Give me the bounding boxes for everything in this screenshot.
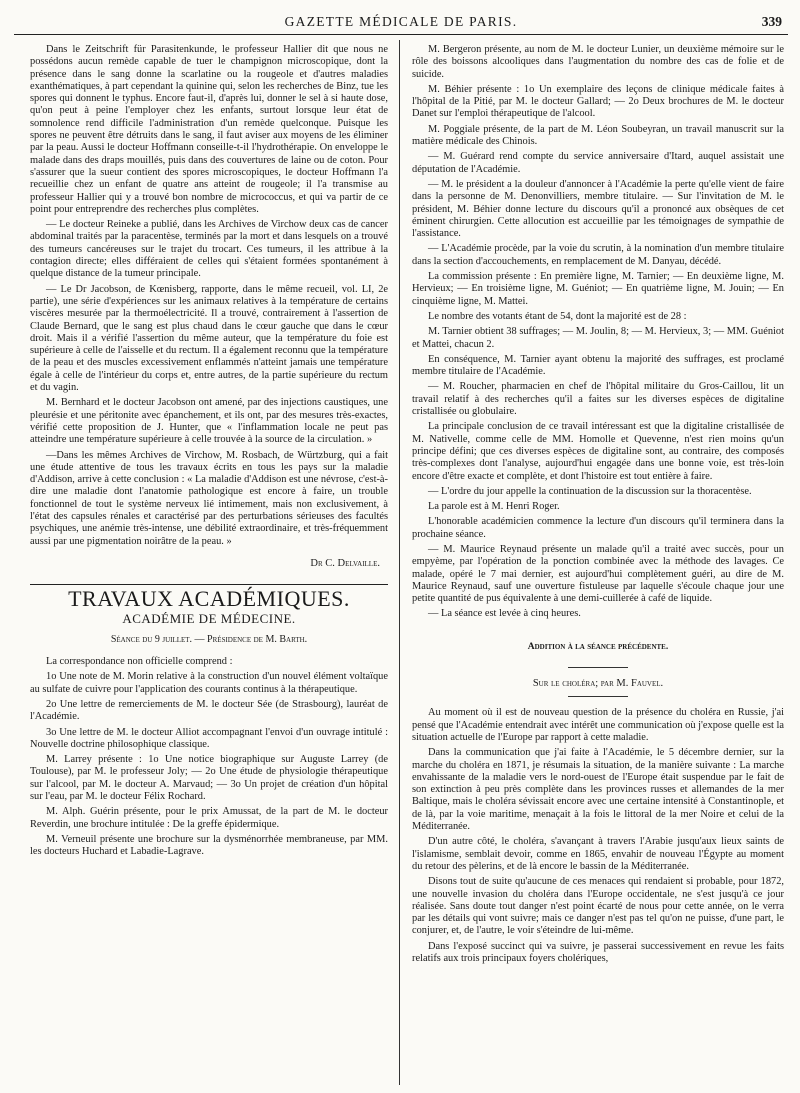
- right-column: [412, 44, 784, 968]
- paragraph: 3o Une lettre de M. le docteur Alliot accompagnant l'envoi d'un ouvrage intitulé : Nouvelle doctrine philosophique classique.: [30, 726, 388, 750]
- paragraph: L'honorable académicien commence la lecture d'un discours qu'il terminera dans la prochaine séance.: [412, 516, 784, 540]
- paragraph: M. Tarnier obtient 38 suffrages; — M. Joulin, 8; — M. Hervieux, 3; — MM. Guéniot et Mattei, chacun 2.: [412, 326, 784, 350]
- paragraph: Le nombre des votants étant de 54, dont la majorité est de 28 :: [428, 310, 687, 322]
- paragraph: — M. Guérard rend compte du service anniversaire d'Itard, auquel assistait une députation de l'Académie.: [412, 151, 784, 175]
- paragraph: 2o Une lettre de remerciements de M. le docteur Sée (de Strasbourg), lauréat de l'Académie.: [30, 698, 388, 723]
- short-rule: [568, 667, 628, 668]
- paragraph: M. Bergeron présente, au nom de M. le docteur Lunier, un deuxième mémoire sur le rôle des boissons alcooliques dans l'augmentation du nombre des cas de folie et de suicide.: [412, 44, 784, 80]
- paragraph: M. Poggiale présente, de la part de M. Léon Soubeyran, un travail manuscrit sur la matière médicale des Chinois.: [412, 123, 784, 148]
- paragraph: Dans l'exposé succinct qui va suivre, je passerai successivement en revue les faits relatifs aux trois principaux foyers cholériques,: [412, 940, 784, 964]
- section-rule: [30, 584, 388, 585]
- section-title: TRAVAUX ACADÉMIQUES.: [68, 586, 350, 612]
- paragraph: En conséquence, M. Tarnier ayant obtenu la majorité des suffrages, est proclamé membre titulaire de l'Académie.: [412, 353, 784, 378]
- article-title: Sur le choléra; par M. Fauvel.: [532, 678, 664, 690]
- paragraph: M. Verneuil présente une brochure sur la dysménorrhée membraneuse, par MM. les docteurs Huchard et Labadie-Lagrave.: [30, 833, 388, 858]
- paragraph: M. Béhier présente : 1o Un exemplaire des leçons de clinique médicale faites à l'hôpital de la Pitié, par M. le docteur Gallard; — 2o Deux brochures de M. le docteur Danet sur l'emploi thérapeutique de l'alcool.: [412, 83, 784, 120]
- paragraph: La parole est à M. Henri Roger.: [428, 501, 560, 513]
- short-rule: [568, 696, 628, 697]
- paragraph: — L'Académie procède, par la voie du scrutin, à la nomination d'un membre titulaire dans la section d'accouchements, en remplacement de M. Danyau, décédé.: [412, 243, 784, 267]
- paragraph: Disons tout de suite qu'aucune de ces menaces qui rendaient si probable, pour 1872, une nouvelle invasion du choléra dans l'Europe occidentale, ne s'est jusqu'à ce jour réalisée. Sans doute tout danger n'est point écarté de nous pour cette année, on le verra par les détails qui vont suivre; mais ce danger n'est pas tel qu'on ne puisse, d'une part, le conjurer, et, de l'autre, le voir s'éteindre de lui-même.: [412, 876, 784, 937]
- paragraph: Dans le Zeitschrift für Parasitenkunde, le professeur Hallier dit que nous ne possédons aucun remède capable de tuer le champignon microscopique, dont la présence dans le sang donne la scarlatine ou la rougeole et d'autres maladies exanthématiques, à part cependant la quinine qui, selon les recherches de Binz, tue les spores qui donnent le typhus. Encore faut-il, d'après lui, donner le sel à si haute dose, qu'on peut à peine l'employer chez les enfants, surtout lorsque leur état de somnolence rend difficile l'administration d'un remède quelconque. Puisque les spores ne peuvent être détruits dans le sang, il faut aviser aux moyens de les éliminer par la peau. Aussi le docteur Hoffmann conseille-t-il l'hydrothérapie. On enveloppe le malade dans des draps mouillés, puis dans des couvertures de laine ou de coton. Pour s'assurer que la sueur contient des spores microscopiques, le docteur Hoffmann l'a recueillie chez un enfant de quatre ans atteint de rougeole; il l'a transmise au professeur Hallier qui y a trouvé bon nombre de micrococcus, et qui va partir de ce point pour entreprendre des recherches plus complètes.: [30, 44, 388, 215]
- page-header: [14, 14, 788, 34]
- paragraph: — Le docteur Reineke a publié, dans les Archives de Virchow deux cas de cancer abdominal traités par la paracentèse, terminés par la mort et dans lesquels on a trouvé des tumeurs cancéreuses sur le trajet du trocart. Ces tumeurs, il les attribue à la contagion directe; elles différaient de celles qui s'étaient formées spontanément à quelque distance de la tumeur principale.: [30, 219, 388, 280]
- paragraph: M. Bernhard et le docteur Jacobson ont amené, par des injections caustiques, une pleurésie et une péritonite avec épanchement, et ils ont, par des mesures très-exactes, vérifié cette proposition de J. Hunter, que « l'inflammation locale ne peut pas atteindre une température supérieure à celle trouvée à la source de la circulation. »: [30, 397, 388, 446]
- paragraph: M. Larrey présente : 1o Une notice biographique sur Auguste Larrey (de Toulouse), par M. le professeur Joly; — 2o Une étude de physiologie thérapeutique sur l'alcool, par M. le docteur A. Marvaud; — 3o Un projet de création d'un hôpital sur l'eau, par M. le docteur Félix Rochard.: [30, 754, 388, 803]
- left-column: [30, 44, 388, 862]
- paragraph: — Le Dr Jacobson, de Kœnisberg, rapporte, dans le même recueil, vol. LI, 2e partie), une série d'expériences sur les animaux relatives à la température de certains viscères mesurée par la thermoélectricité. Il a trouvé, contrairement à l'assertion de Claude Bernard, que le sang est plus chaud dans le cœur gauche que dans le cœur droit. Mais il a vérifié l'assertion du même auteur, que la température du foie est supérieure à celle de l'aisselle et du rectum. Il a également reconnu que la température de la peau et des muscles excessivement enflammés n'atteint jamais une température égale à celle de l'intérieur du corps et, entre autres, de la partie supérieure du rectum et du vagin.: [30, 283, 388, 394]
- addition-heading: Addition à la séance précédente.: [527, 641, 669, 652]
- paragraph: Au moment où il est de nouveau question de la présence du choléra en Russie, j'ai pensé que l'Académie entendrait avec intérêt une communication où j'expose quelle est la situation actuelle de l'Europe par rapport à cette maladie.: [412, 707, 784, 743]
- paragraph: M. Alph. Guérin présente, pour le prix Amussat, de la part de M. le docteur Reverdin, une brochure intitulée : De la greffe épidermique.: [30, 806, 388, 830]
- header-rule: [14, 34, 788, 35]
- running-title: GAZETTE MÉDICALE DE PARIS.: [284, 14, 518, 29]
- page-number: 339: [761, 14, 782, 29]
- paragraph: — M. Roucher, pharmacien en chef de l'hôpital militaire du Gros-Caillou, lit un travail relatif à des recherches qu'il a faites sur les diverses espèces de digitaline cristallisée ou globulaire.: [412, 381, 784, 418]
- paragraph: La principale conclusion de ce travail intéressant est que la digitaline cristallisée de M. Nativelle, comme celle de MM. Homolle et Quevenne, n'est rien moins qu'un principe défini; que ces diverses espèces de digitaline sont, au contraire, des composés très-complexes dont l'analyse, aujourd'hui engagée dans une bonne voie, est très-loin encore d'être exacte et complète, et dont l'histoire est tout entière à faire.: [412, 421, 784, 482]
- session-heading: Séance du 9 juillet. — Présidence de M. Barth.: [110, 633, 308, 645]
- column-divider: [399, 40, 400, 1085]
- author-signature: Dr C. Delvaille.: [310, 557, 380, 569]
- paragraph: La correspondance non officielle comprend :: [46, 656, 233, 668]
- paragraph: 1o Une note de M. Morin relative à la construction d'un nouvel élément voltaïque au sulfate de cuivre pour l'application des courants continus à la thérapeutique.: [30, 671, 388, 695]
- academy-title: ACADÉMIE DE MÉDECINE.: [122, 611, 296, 627]
- paragraph: — La séance est levée à cinq heures.: [428, 608, 581, 620]
- paragraph: La commission présente : En première ligne, M. Tarnier; — En deuxième ligne, M. Hervieux; — En troisième ligne, M. Guéniot; — En quatrième ligne, M. Jouin; — En cinquième ligne, M. Mattei.: [412, 271, 784, 307]
- paragraph: Dans la communication que j'ai faite à l'Académie, le 5 décembre dernier, sur la marche du choléra en 1871, je résumais la situation, de la manière suivante : La marche envahissante de la maladie vers le nord-ouest de l'Europe était suspendue par le fait de son extinction à peu près complète dans les provinces russes et allemandes de la mer Baltique, mais le choléra sévissait encore avec une certaine intensité à Constantinople, et de là, par la voie maritime, menaçait à la fois le littoral de la mer Noire et celui de la Méditerranée.: [412, 747, 784, 833]
- paragraph: D'un autre côté, le choléra, s'avançant à travers l'Arabie jusqu'aux lieux saints de l'islamisme, semblait devoir, comme en 1865, envahir de nouveau l'Égypte au moment du retour des pèlerins, et de là encore le bassin de la Méditerranée.: [412, 836, 784, 872]
- paragraph: —Dans les mêmes Archives de Virchow, M. Rosbach, de Würtzburg, qui a fait une étude attentive de tous les travaux écrits en tous les pays sur la maladie d'Addison, arrive à cette conclusion : « La maladie d'Addison est une névrose, c'est-à-dire une maladie dont l'anatomie pathologique est encore à faire, un trouble fonctionnel de tout le système nerveux lié intimement, mais non exclusivement, à l'état des capsules rénales et caractérisé par des perturbations sérieuses des facultés psychiques, une anémie très-intense, une débilité extraordinaire, et très-fréquemment aussi par une pigmentation noirâtre de la peau. »: [30, 449, 388, 547]
- paragraph: — M. Maurice Reynaud présente un malade qu'il a traité avec succès, pour un empyème, par l'opération de la ponction combinée avec la méthode des lavages. Ce malade, opéré le 7 mai dernier, est aujourd'hui complètement guéri, au dire de M. Maurice Reynaud, sauf une ouverture fistuleuse par laquelle s'écoule chaque jour une petite quantité de pus équivalente à une demi-cuillerée à café de liquide.: [412, 543, 784, 605]
- paragraph: — L'ordre du jour appelle la continuation de la discussion sur la thoracentèse.: [428, 485, 752, 497]
- paragraph: — M. le président a la douleur d'annoncer à l'Académie la perte qu'elle vient de faire dans la personne de M. Denonvilliers, membre titulaire. — Sur l'invitation de M. le président, M. Béhier donne lecture du discours qu'il a prononcé aux obsèques de cet éminent chirurgien. Cette allocution est accueillie par les témoignages de sympathie de l'assistance.: [412, 178, 784, 240]
